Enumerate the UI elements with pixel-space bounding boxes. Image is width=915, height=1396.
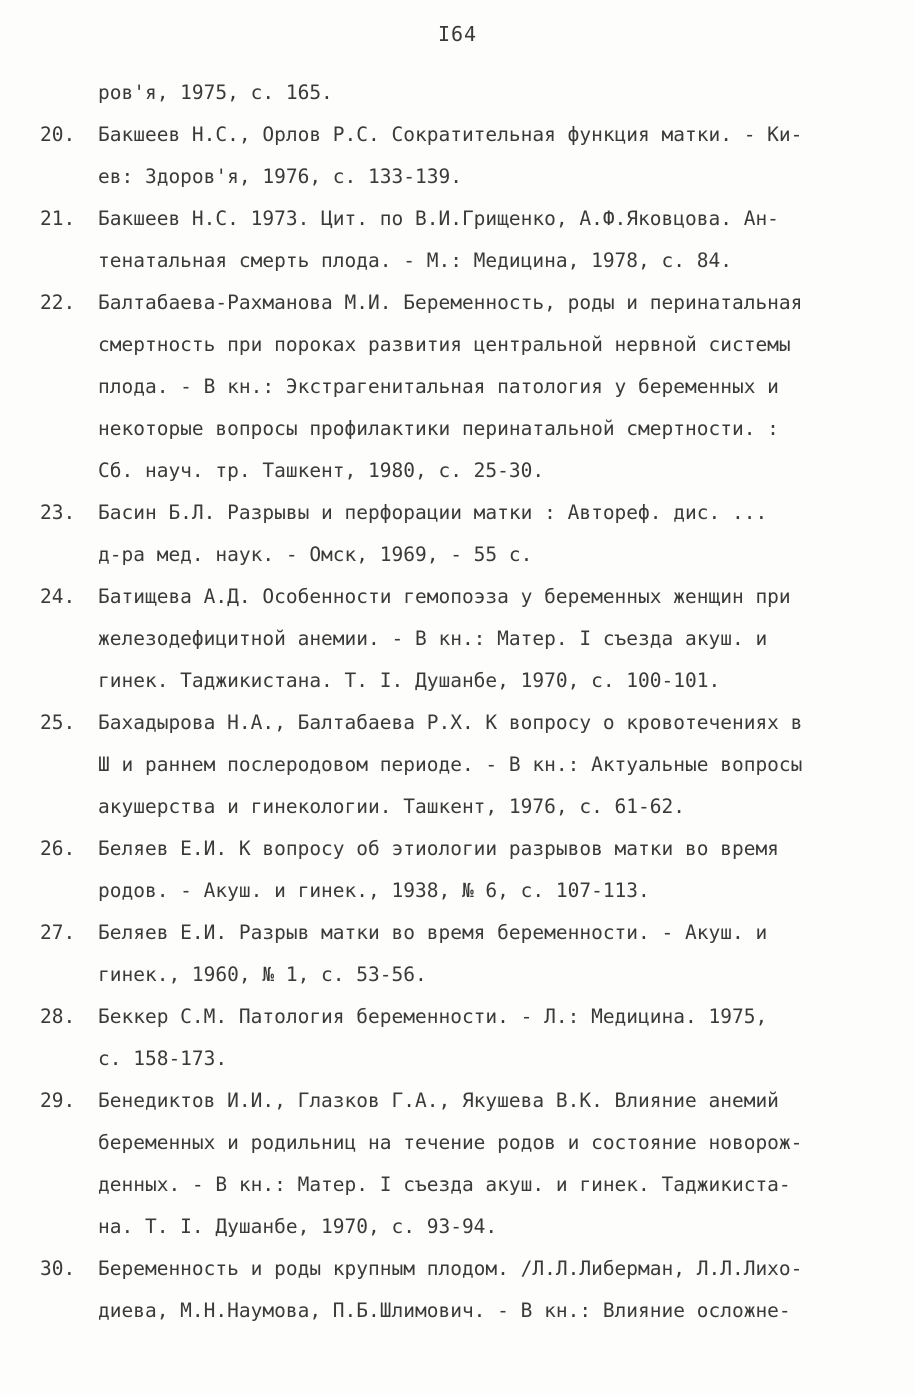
reference-text: Беременность и роды крупным плодом. /Л.Л.Либерман, Л.Л.Лихо-: [98, 1257, 803, 1280]
reference-number: 28.: [40, 1005, 76, 1028]
reference-number: 20.: [40, 123, 76, 146]
reference-first-line: [40, 702, 880, 744]
reference-entry: [40, 828, 880, 912]
reference-continuation-line: д-ра мед. наук. - Омск, 1969, - 55 с.: [98, 543, 533, 566]
reference-entry: [40, 996, 880, 1080]
reference-entry: [40, 912, 880, 996]
reference-entry: [40, 1248, 880, 1332]
reference-number: 24.: [40, 585, 76, 608]
reference-continuation-line: Ш и раннем послеродовом периоде. - В кн.: Актуальные вопросы: [98, 753, 803, 776]
page-number: I64: [437, 22, 478, 46]
reference-first-line: [40, 114, 880, 156]
reference-text: Беккер С.М. Патология беременности. - Л.: Медицина. 1975,: [98, 1005, 768, 1028]
reference-entry: [40, 198, 880, 282]
reference-first-line: [40, 198, 880, 240]
reference-entry: [40, 702, 880, 828]
reference-number: 30.: [40, 1257, 76, 1280]
reference-first-line: [40, 282, 880, 324]
reference-continuation-line: беременных и родильниц на течение родов и состояние новорож-: [98, 1131, 803, 1154]
reference-number: 23.: [40, 501, 76, 524]
reference-text: Бакшеев Н.С. 1973. Цит. по В.И.Грищенко, А.Ф.Яковцова. Ан-: [98, 207, 779, 230]
reference-text: Бенедиктов И.И., Глазков Г.А., Якушева В.К. Влияние анемий: [98, 1089, 779, 1112]
reference-number: 21.: [40, 207, 76, 230]
reference-entry: [40, 492, 880, 576]
reference-continuation-line: акушерства и гинекологии. Ташкент, 1976, с. 61-62.: [98, 795, 685, 818]
reference-entry: [40, 114, 880, 198]
reference-first-line: [40, 996, 880, 1038]
reference-continuation-line: родов. - Акуш. и гинек., 1938, № 6, с. 107-113.: [98, 879, 650, 902]
reference-text: Беляев Е.И. Разрыв матки во время беременности. - Акуш. и: [98, 921, 768, 944]
reference-first-line: [40, 828, 880, 870]
reference-number: 27.: [40, 921, 76, 944]
reference-continuation-line: гинек., 1960, № 1, с. 53-56.: [98, 963, 427, 986]
reference-entry: [40, 282, 880, 492]
reference-text: Беляев Е.И. К вопросу об этиологии разрывов матки во время: [98, 837, 779, 860]
reference-first-line: [40, 1248, 880, 1290]
reference-number: 26.: [40, 837, 76, 860]
reference-continuation-line: плода. - В кн.: Экстрагенитальная патология у беременных и: [98, 375, 779, 398]
reference-continuation-line: смертность при пороках развития центральной нервной системы: [98, 333, 791, 356]
reference-continuation-line: Сб. науч. тр. Ташкент, 1980, с. 25-30.: [98, 459, 545, 482]
reference-text: Бахадырова Н.А., Балтабаева Р.Х. К вопросу о кровотечениях в: [98, 711, 803, 734]
references-container: [40, 114, 880, 1332]
reference-text: Бакшеев Н.С., Орлов Р.С. Сократительная функция матки. - Ки-: [98, 123, 803, 146]
reference-text: Басин Б.Л. Разрывы и перфорации матки : Автореф. дис. ...: [98, 501, 768, 524]
reference-continuation-line: некоторые вопросы профилактики перинатальной смертности. :: [98, 417, 779, 440]
reference-continuation-line: железодефицитной анемии. - В кн.: Матер. I съезда акуш. и: [98, 627, 768, 650]
reference-continuation-line: денных. - В кн.: Матер. I съезда акуш. и гинек. Таджикиста-: [98, 1173, 791, 1196]
reference-continuation-line: с. 158-173.: [98, 1047, 228, 1070]
reference-number: 22.: [40, 291, 76, 314]
reference-continuation-line: ев: Здоров'я, 1976, с. 133-139.: [98, 165, 462, 188]
reference-first-line: [40, 576, 880, 618]
reference-number: 29.: [40, 1089, 76, 1112]
reference-number: 25.: [40, 711, 76, 734]
reference-first-line: [40, 912, 880, 954]
reference-text: Балтабаева-Рахманова М.И. Беременность, роды и перинатальная: [98, 291, 803, 314]
reference-first-line: [40, 492, 880, 534]
reference-list: [40, 72, 880, 1332]
reference-entry: [40, 1080, 880, 1248]
reference-continuation-line: гинек. Таджикистана. Т. I. Душанбе, 1970, с. 100-101.: [98, 669, 721, 692]
reference-first-line: [40, 1080, 880, 1122]
reference-entry: [40, 576, 880, 702]
reference-continuation-line: диева, М.Н.Наумова, П.Б.Шлимович. - В кн.: Влияние осложне-: [98, 1299, 791, 1322]
reference-continuation-line: тенатальная смерть плода. - М.: Медицина, 1978, с. 84.: [98, 249, 732, 272]
continuation-line: ров'я, 1975, с. 165.: [98, 81, 333, 104]
reference-text: Батищева А.Д. Особенности гемопоэза у беременных женщин при: [98, 585, 791, 608]
reference-continuation-line: на. Т. I. Душанбе, 1970, с. 93-94.: [98, 1215, 498, 1238]
